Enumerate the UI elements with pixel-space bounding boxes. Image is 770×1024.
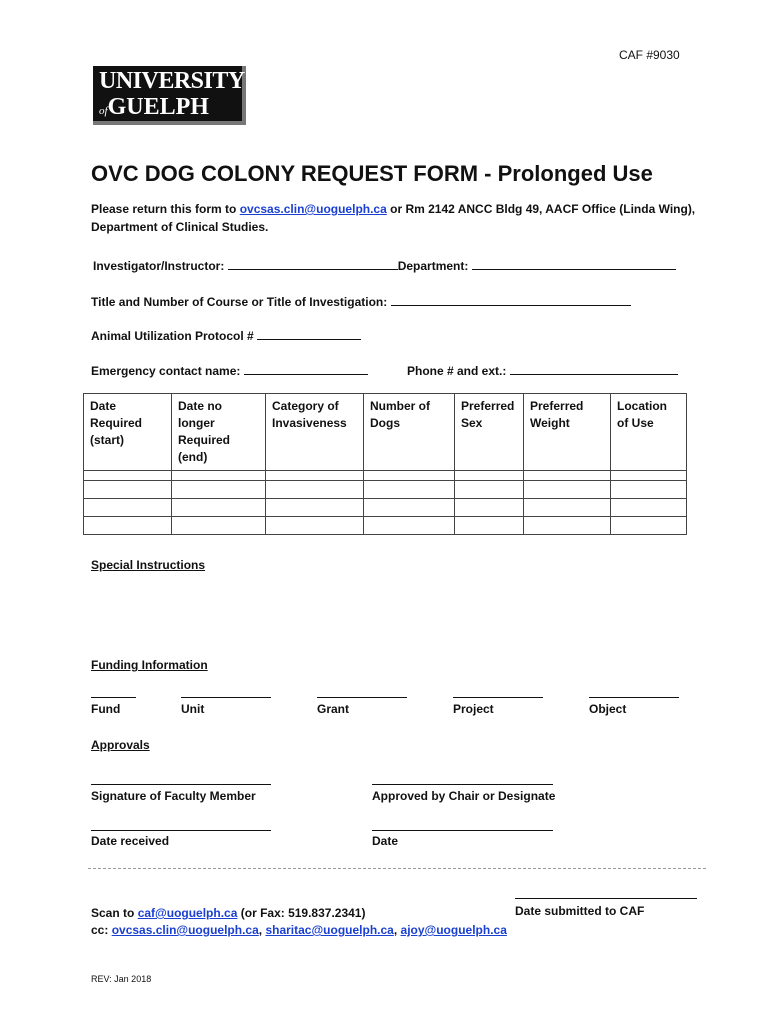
date-submitted-line[interactable] xyxy=(515,898,697,899)
table-cell[interactable] xyxy=(266,481,364,499)
unit-label: Unit xyxy=(181,702,205,716)
department-label: Department: xyxy=(397,259,472,273)
table-cell[interactable] xyxy=(172,471,266,481)
table-cell[interactable] xyxy=(172,499,266,517)
table-row xyxy=(84,471,687,481)
table-cell[interactable] xyxy=(524,517,611,535)
fund-label: Fund xyxy=(91,702,121,716)
funding-label: Funding Information xyxy=(91,658,208,672)
date-submitted-label: Date submitted to CAF xyxy=(515,904,645,918)
caf-number: CAF #9030 xyxy=(619,48,680,62)
protocol-field[interactable] xyxy=(257,328,361,340)
emergency-row xyxy=(91,363,368,378)
table-cell[interactable] xyxy=(172,481,266,499)
table-row xyxy=(84,517,687,535)
course-label: Title and Number of Course or Title of Investigation: xyxy=(91,295,391,309)
intro-line1 xyxy=(91,202,695,216)
phone-field[interactable] xyxy=(510,363,678,375)
cc-email3-link[interactable]: ajoy@uoguelph.ca xyxy=(400,923,507,937)
project-label: Project xyxy=(453,702,494,716)
table-cell[interactable] xyxy=(364,517,455,535)
table-header-row xyxy=(84,394,687,471)
phone-label: Phone # and ext.: xyxy=(407,364,510,378)
course-field[interactable] xyxy=(391,294,631,306)
object-line[interactable] xyxy=(589,697,679,698)
grant-line[interactable] xyxy=(317,697,407,698)
scan-suffix: (or Fax: 519.837.2341) xyxy=(237,906,366,920)
scan-row xyxy=(91,906,365,920)
date-label: Date xyxy=(372,834,399,848)
header-date-required: Date Required (start) xyxy=(84,394,172,471)
investigator-label: Investigator/Instructor: xyxy=(93,259,228,273)
form-title: OVC DOG COLONY REQUEST FORM - Prolonged Use xyxy=(91,161,653,186)
protocol-row xyxy=(91,328,361,343)
university-logo xyxy=(93,66,246,125)
header-invasiveness: Category of Invasiveness xyxy=(266,394,364,471)
cc-email1-link[interactable]: ovcsas.clin@uoguelph.ca xyxy=(111,923,259,937)
table-cell[interactable] xyxy=(455,481,524,499)
object-label: Object xyxy=(589,702,627,716)
table-cell[interactable] xyxy=(524,481,611,499)
table-cell[interactable] xyxy=(84,517,172,535)
scan-prefix: Scan to xyxy=(91,906,138,920)
table-cell[interactable] xyxy=(455,499,524,517)
cc-prefix: cc: xyxy=(91,923,112,937)
cut-line-divider xyxy=(88,868,706,869)
cc-sep1: , xyxy=(258,923,266,937)
project-line[interactable] xyxy=(453,697,543,698)
header-location: Location of Use xyxy=(611,394,687,471)
table-cell[interactable] xyxy=(611,481,687,499)
table-cell[interactable] xyxy=(84,499,172,517)
chair-signature-line[interactable] xyxy=(372,784,553,785)
faculty-signature-label: Signature of Faculty Member xyxy=(91,789,256,803)
special-instructions-label: Special Instructions xyxy=(91,558,206,572)
intro-suffix: or Rm 2142 ANCC Bldg 49, AACF Office (Linda Wing), xyxy=(386,202,696,216)
header-preferred-weight: Preferred Weight xyxy=(524,394,611,471)
table-cell[interactable] xyxy=(364,499,455,517)
table-cell[interactable] xyxy=(84,481,172,499)
table-cell[interactable] xyxy=(611,517,687,535)
protocol-label: Animal Utilization Protocol # xyxy=(91,329,258,343)
table-cell[interactable] xyxy=(266,499,364,517)
header-preferred-sex: Preferred Sex xyxy=(455,394,524,471)
table-cell[interactable] xyxy=(364,471,455,481)
approvals-label: Approvals xyxy=(91,738,150,752)
table-cell[interactable] xyxy=(84,471,172,481)
date-received-line[interactable] xyxy=(91,830,271,831)
table-cell[interactable] xyxy=(266,471,364,481)
chair-signature-label: Approved by Chair or Designate xyxy=(372,789,556,803)
investigator-field[interactable] xyxy=(228,258,398,270)
emergency-field[interactable] xyxy=(244,363,368,375)
logo-line2 xyxy=(99,94,209,121)
investigator-row xyxy=(93,258,676,273)
table-cell[interactable] xyxy=(611,471,687,481)
cc-sep2: , xyxy=(393,923,401,937)
table-cell[interactable] xyxy=(455,517,524,535)
cc-row xyxy=(91,923,507,937)
logo-of: of xyxy=(99,105,108,117)
table-cell[interactable] xyxy=(524,499,611,517)
faculty-signature-line[interactable] xyxy=(91,784,271,785)
table-cell[interactable] xyxy=(524,471,611,481)
table-cell[interactable] xyxy=(364,481,455,499)
logo-guelph: GUELPH xyxy=(107,94,209,120)
header-date-no-longer: Date no longer Required (end) xyxy=(172,394,266,471)
table-row xyxy=(84,499,687,517)
date-line[interactable] xyxy=(372,830,553,831)
grant-label: Grant xyxy=(317,702,350,716)
intro-line2: Department of Clinical Studies. xyxy=(91,220,269,234)
table-cell[interactable] xyxy=(455,471,524,481)
logo-line1: UNIVERSITY xyxy=(99,68,245,94)
course-row xyxy=(91,294,631,309)
table-cell[interactable] xyxy=(172,517,266,535)
revision-label: REV: Jan 2018 xyxy=(91,974,152,984)
cc-email2-link[interactable]: sharitac@uoguelph.ca xyxy=(265,923,394,937)
request-table xyxy=(83,393,687,535)
table-row xyxy=(84,481,687,499)
phone-row xyxy=(407,363,678,378)
department-field[interactable] xyxy=(472,258,676,270)
intro-prefix: Please return this form to xyxy=(91,202,240,216)
unit-line[interactable] xyxy=(181,697,271,698)
scan-email-link[interactable]: caf@uoguelph.ca xyxy=(137,906,238,920)
emergency-label: Emergency contact name: xyxy=(91,364,244,378)
header-number-dogs: Number of Dogs xyxy=(364,394,455,471)
table-cell[interactable] xyxy=(611,499,687,517)
intro-email-link[interactable]: ovcsas.clin@uoguelph.ca xyxy=(239,202,387,216)
fund-line[interactable] xyxy=(91,697,136,698)
table-cell[interactable] xyxy=(266,517,364,535)
date-received-label: Date received xyxy=(91,834,170,848)
